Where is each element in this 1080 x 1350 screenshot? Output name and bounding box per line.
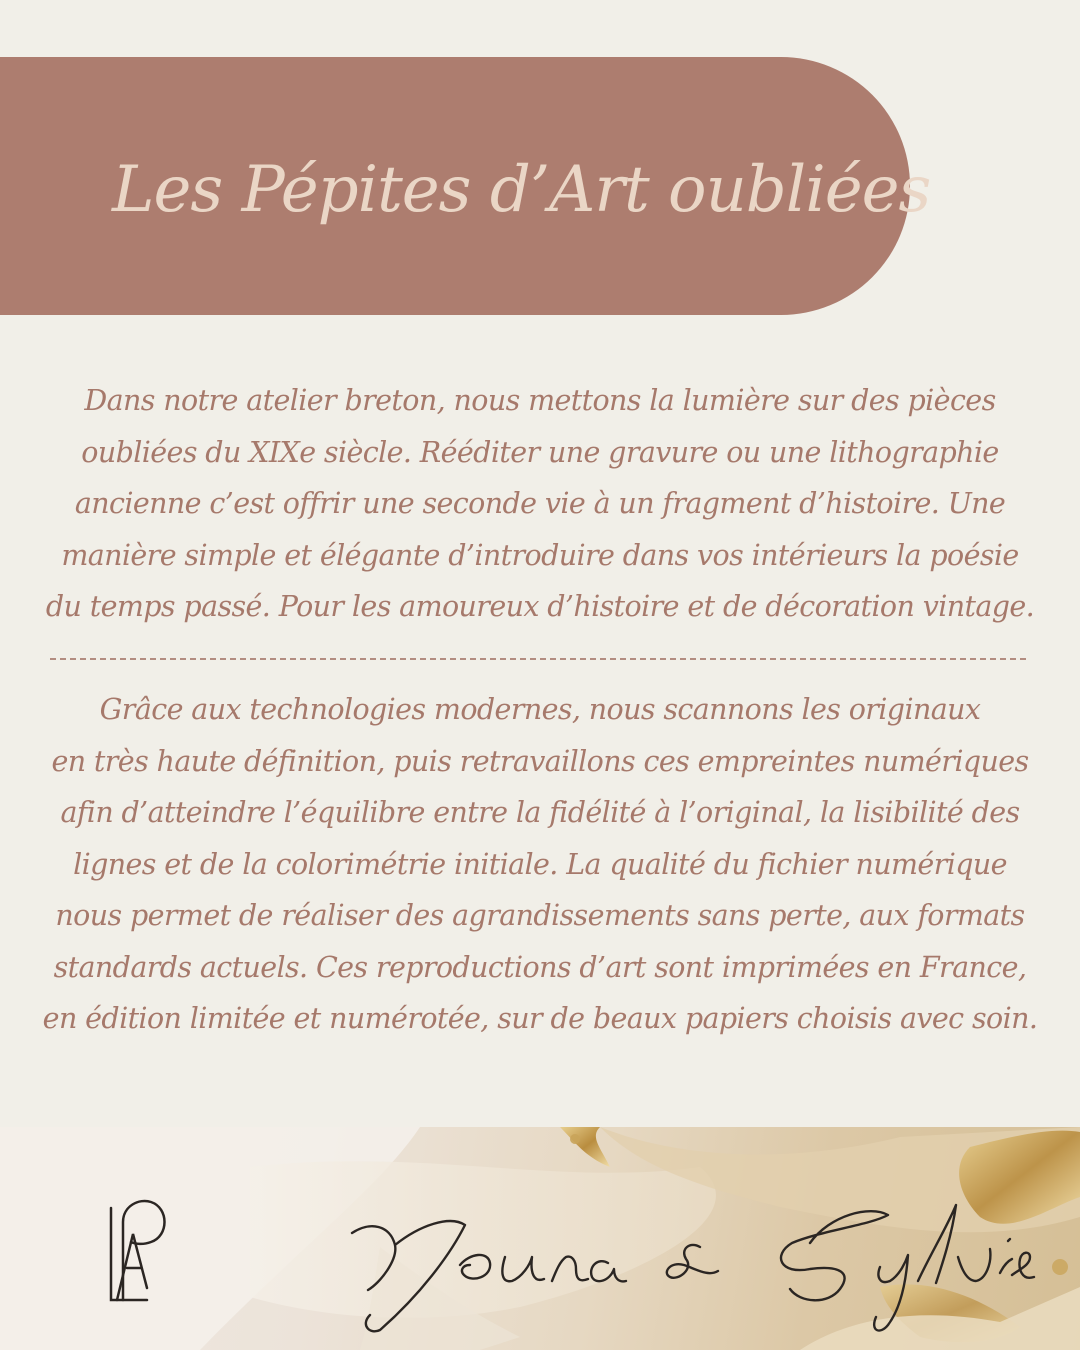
page-title: Les Pépites d’Art oubliées: [112, 153, 931, 227]
handwritten-signature-icon: [340, 1185, 1040, 1335]
intro-line: du temps passé. Pour les amoureux d’histoire et de décoration vintage.: [45, 590, 1035, 623]
intro-line: manière simple et élégante d’introduire dans vos intérieurs la poésie: [61, 538, 1019, 572]
process-line: nous permet de réaliser des agrandissements sans perte, aux formats: [55, 899, 1025, 932]
intro-line: oubliées du XIXe siècle. Rééditer une gravure ou une lithographie: [81, 435, 999, 469]
intro-line: Dans notre atelier breton, nous mettons la lumière sur des pièces: [84, 384, 996, 417]
process-line: en édition limitée et numérotée, sur de beaux papiers choisis avec soin.: [42, 1002, 1038, 1035]
dashed-divider: [50, 658, 1026, 660]
process-line: afin d’atteindre l’équilibre entre la fidélité à l’original, la lisibilité des: [60, 796, 1020, 829]
monogram-logo-icon: [103, 1188, 179, 1306]
process-line: en très haute définition, puis retravaillons ces empreintes numériques: [51, 744, 1029, 778]
intro-line: ancienne c’est offrir une seconde vie à un fragment d’histoire. Une: [74, 487, 1006, 520]
process-line: standards actuels. Ces reproductions d’art sont imprimées en France,: [53, 950, 1027, 984]
intro-paragraph: [30, 375, 1050, 633]
process-line: lignes et de la colorimétrie initiale. La qualité du fichier numérique: [73, 847, 1007, 881]
process-paragraph: [30, 684, 1050, 1045]
process-line: Grâce aux technologies modernes, nous scannons les originaux: [99, 693, 981, 726]
